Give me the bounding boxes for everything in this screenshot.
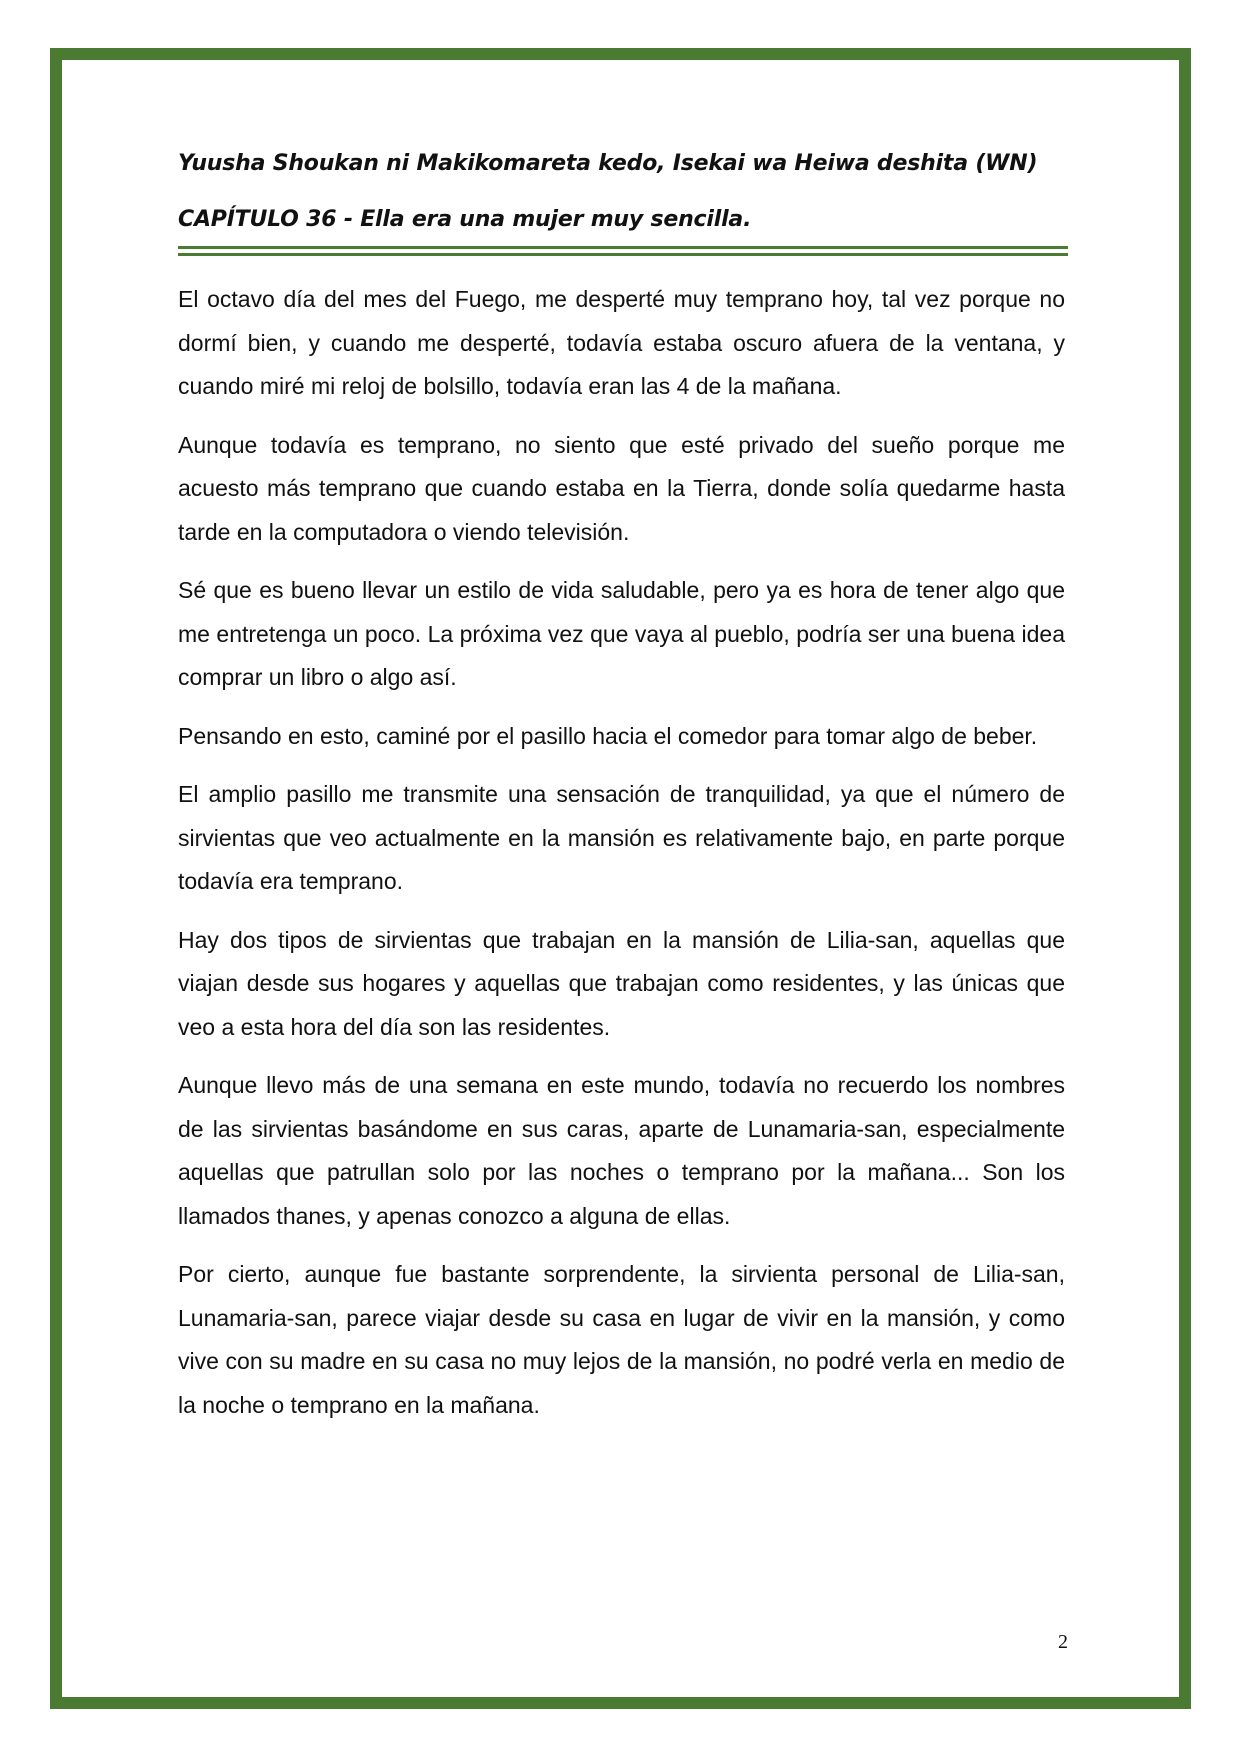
paragraph: Aunque llevo más de una semana en este mundo, todavía no recuerdo los nombres de las sirvientas basándome en sus caras, aparte de Lunamaria-san, especialmente aquellas que patrullan solo por las noches o temprano por la mañana... Son los llamados thanes, y apenas conozco a alguna de ellas. bbox=[178, 1072, 1065, 1229]
title-divider bbox=[178, 246, 1068, 256]
page-content bbox=[178, 142, 1065, 1442]
paragraph: Aunque todavía es temprano, no siento que esté privado del sueño porque me acuesto más temprano que cuando estaba en la Tierra, donde solía quedarme hasta tarde en la computadora o viendo televisión. bbox=[178, 431, 1065, 545]
chapter-title: CAPÍTULO 36 - Ella era una mujer muy sencilla. bbox=[178, 207, 752, 232]
paragraph: Por cierto, aunque fue bastante sorprendente, la sirvienta personal de Lilia-san, Lunamaria-san, parece viajar desde su casa en lugar de vivir en la mansión, y como vive con su madre en su casa no muy lejos de la mansión, no podré verla en medio de la noche o temprano en la mañana. bbox=[178, 1261, 1065, 1418]
paragraph: El amplio pasillo me transmite una sensación de tranquilidad, ya que el número de sirvientas que veo actualmente en la mansión es relativamente bajo, en parte porque todavía era temprano. bbox=[178, 781, 1065, 894]
chapter-body bbox=[178, 278, 1065, 1427]
paragraph: El octavo día del mes del Fuego, me desperté muy temprano hoy, tal vez porque no dormí bien, y cuando me desperté, todavía estaba oscuro afuera de la ventana, y cuando miré mi reloj de bolsillo, todavía eran las 4 de la mañana. bbox=[178, 286, 1065, 399]
paragraph: Sé que es bueno llevar un estilo de vida saludable, pero ya es hora de tener algo que me entretenga un poco. La próxima vez que vaya al pueblo, podría ser una buena idea comprar un libro o algo así. bbox=[178, 577, 1065, 690]
paragraph: Pensando en esto, caminé por el pasillo hacia el comedor para tomar algo de beber. bbox=[178, 722, 1038, 749]
paragraph: Hay dos tipos de sirvientas que trabajan en la mansión de Lilia-san, aquellas que viajan desde sus hogares y aquellas que trabajan como residentes, y las únicas que veo a esta hora del día son las residentes. bbox=[178, 926, 1065, 1040]
page-number: 2 bbox=[1058, 1631, 1068, 1653]
series-title: Yuusha Shoukan ni Makikomareta kedo, Isekai wa Heiwa deshita (WN) bbox=[178, 151, 1038, 176]
